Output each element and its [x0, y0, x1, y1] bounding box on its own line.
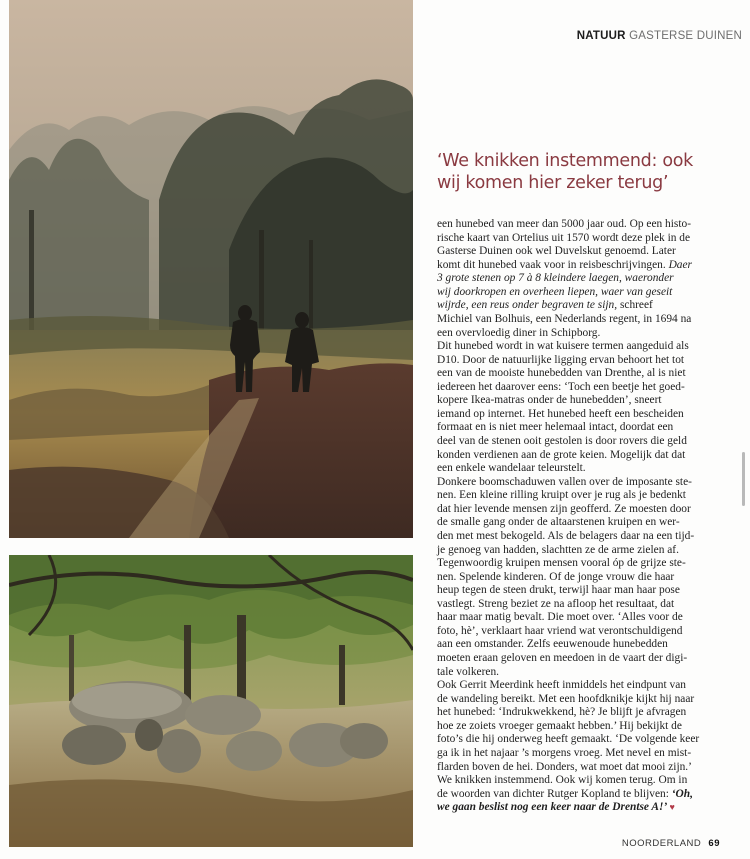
article-text-run: een hunebed van meer dan 5000 jaar oud. Op een histo- [437, 218, 691, 230]
article-line [437, 449, 732, 463]
pull-quote-line: wij komen hier zeker terug’ [437, 173, 669, 193]
section-kicker: NATUUR [576, 30, 626, 42]
article-text-run: vastlegt. Streng beziet ze na afloop het resultaat, dat [437, 597, 675, 610]
article-text-run: ga ik in het najaar ’s morgens vroeg. Met nevel en mist- [437, 746, 692, 759]
article-line [437, 394, 732, 408]
article-line [437, 218, 732, 232]
article-text-run: deel van de stenen ooit gestolen is door rovers die geld [437, 435, 687, 447]
section-header [520, 30, 742, 42]
article-line [437, 489, 732, 503]
article-text-run: 3 grote stenen op 7 à 8 kleindere laegen, waeronder [437, 272, 674, 285]
article-text-run: iedereen het daarover eens: ‘Toch een beetje het goed- [437, 380, 685, 393]
article-line [437, 652, 732, 666]
article-line [437, 313, 732, 327]
hunebed-photo [9, 555, 413, 847]
article-line [437, 679, 732, 693]
heath-walkers-image [9, 0, 413, 538]
article-text-run: flarden boven de hei. Donders, wat moet dat mooi zijn.’ [437, 760, 692, 773]
article-line [437, 801, 732, 815]
section-subtitle: GASTERSE DUINEN [629, 30, 742, 42]
article-text-run: Donkere boomschaduwen vallen over de imposante ste- [437, 475, 692, 488]
article-line [437, 530, 732, 544]
article-text-run: dat hier levende mensen zijn geofferd. Ze moesten door [437, 502, 691, 515]
article-text-run: foto, hè’, verklaart haar vriend wat verontschuldigend [437, 624, 683, 637]
article-line [437, 354, 732, 368]
article-text-run: Tegenwoordig kruipen mensen vooral óp de grijze ste- [437, 557, 686, 570]
article-text-run: tale volkeren. [437, 665, 499, 678]
article-line [437, 327, 732, 341]
scrollbar-thumb[interactable] [742, 452, 745, 506]
article-line [437, 598, 732, 612]
article-text-run: We knikken instemmend. Ook wij komen terug. Om in [437, 774, 688, 787]
article-text-run: den met mest bekogeld. Als de belagers daar na een tijd- [437, 529, 695, 542]
article-text-run: wijrde, een reus onder begraven te sijn, [437, 299, 618, 312]
article-text-run: Michiel van Bolhuis, een Nederlands regent, in 1694 na [437, 312, 692, 325]
article-line [437, 435, 732, 449]
article-text-run: aan een omstander. Zelfs eeuwenoude hunebedden [437, 638, 668, 651]
article-text-run: ‘Oh, [671, 787, 693, 800]
article-line [437, 638, 732, 652]
article-text-run: nen. Een kleine rilling kruipt over je rug als je bedenkt [437, 489, 686, 502]
article-text-run: hoe ze zoiets vroeger gemaakt hebben.’ Hij bekijkt de [437, 719, 682, 732]
article-text-run: komt dit hunebed vaak voor in reisbeschrijvingen. [437, 258, 669, 271]
article-text-run: schreef [617, 299, 653, 312]
magazine-name: NOORDERLAND [621, 838, 702, 849]
article-text-run: haar maar matig bevalt. Die moet over. ‘Alles voor de [437, 611, 683, 624]
article-line [437, 286, 732, 300]
article-text-run: het hunebed: ‘Indrukwekkend, hè? Je blijft je afvragen [437, 706, 687, 719]
article-text-run: foto’s die hij onderweg heeft gemaakt. ‘De volgende keer [437, 733, 700, 746]
article-text-run: Daer [668, 258, 692, 271]
article-text-run: konden verdienen aan de grote keien. Mogelijk dat dat [437, 448, 686, 461]
article-line [437, 693, 732, 707]
article-text-run: nen. Spelende kinderen. Of de jonge vrouw die haar [437, 570, 675, 583]
article-line [437, 340, 732, 354]
article-line [437, 272, 732, 286]
article-line [437, 584, 732, 598]
article-line [437, 503, 732, 517]
article-text-run: iemand op internet. Het hunebed heeft een bescheiden [437, 407, 684, 420]
hunebed-image [9, 555, 413, 847]
article-text-run: formaat en is niet meer helemaal intact, doordat een [437, 421, 674, 434]
article-text-run: Gasterse Duinen ook wel Duvelskut genoemd. Later [437, 245, 676, 258]
article-line [437, 557, 732, 571]
article-text-run: Dit hunebed wordt in wat kuisere termen aangeduid als [437, 340, 689, 353]
article-text-run: Ook Gerrit Meerdink heeft inmiddels het eindpunt van [437, 679, 686, 692]
article-line [437, 544, 732, 558]
article-line [437, 408, 732, 422]
article-text-run: de smalle gang onder de altaarstenen kruipen en wer- [437, 516, 680, 529]
article-line [437, 516, 732, 530]
article-line [437, 259, 732, 273]
article-line [437, 666, 732, 680]
pull-quote [437, 150, 693, 194]
article-body [437, 218, 732, 815]
article-text-run: een van de mooiste hunebedden van Drenthe, al is niet [437, 367, 686, 380]
article-line [437, 720, 732, 734]
heath-walkers-photo [9, 0, 413, 538]
pull-quote-line: ‘We knikken instemmend: ook [437, 151, 693, 171]
article-text-run: D10. Door de natuurlijke ligging ervan behoort het tot [437, 353, 685, 366]
article-line [437, 774, 732, 788]
article-text-run: kopere Ikea-matras onder de hunebedden’, sneert [437, 394, 662, 407]
article-text-run: een enkele wandelaar teleurstelt. [437, 462, 586, 475]
end-mark-icon: ♥ [667, 802, 675, 813]
article-line [437, 625, 732, 639]
article-line [437, 421, 732, 435]
article-text-run: de wandeling bereikt. Met een hoofdknikje kijkt hij naar [437, 692, 695, 705]
article-text-run: we gaan beslist nog een keer naar de Drentse A!’ [437, 801, 668, 814]
article-line [437, 761, 732, 775]
article-text-run: een overvloedig diner in Schipborg. [437, 326, 601, 339]
article-text-run: heup tegen de steen drukt, terwijl haar man haar pose [437, 584, 680, 597]
article-line [437, 462, 732, 476]
article-line [437, 367, 732, 381]
article-text-run: wij doorkropen en overheen liepen, waer van geseit [437, 285, 673, 298]
article-line [437, 733, 732, 747]
article-line [437, 788, 732, 802]
article-line [437, 245, 732, 259]
article-line [437, 747, 732, 761]
article-line [437, 232, 732, 246]
article-line [437, 381, 732, 395]
page-number: 69 [708, 838, 720, 849]
article-text-run: de woorden van dichter Rutger Kopland te blijven: [437, 787, 672, 800]
article-text-run: moeten eraan geloven en meedoen in de vaart der digi- [437, 652, 688, 664]
article-line [437, 611, 732, 625]
article-line [437, 571, 732, 585]
article-text-run: je genoeg van hadden, slachtten ze de arme zielen af. [437, 543, 679, 556]
article-line [437, 476, 732, 490]
page-footer [560, 838, 720, 849]
article-line [437, 299, 732, 313]
article-text-run: rische kaart van Ortelius uit 1570 wordt deze plek in de [437, 231, 691, 244]
article-line [437, 706, 732, 720]
